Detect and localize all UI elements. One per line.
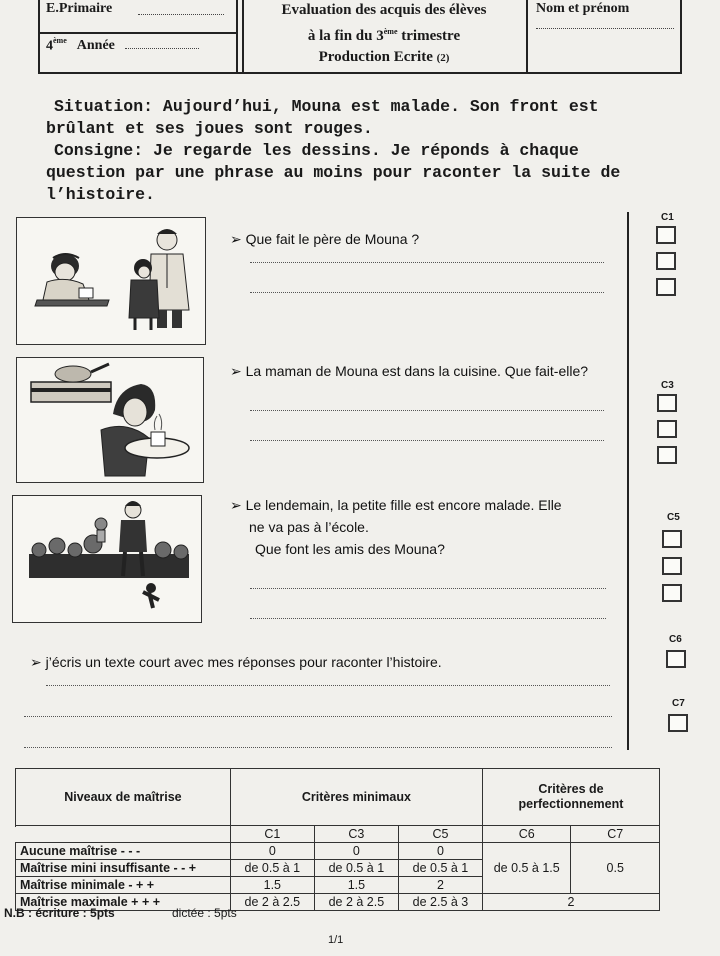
- arrow-icon: ➢: [230, 231, 242, 247]
- spacer-cell: [16, 826, 231, 843]
- question-2: [230, 363, 588, 380]
- page-number: 1/1: [328, 934, 344, 946]
- cell: de 2.5 à 3: [398, 894, 482, 911]
- row-label: Maîtrise mini insuffisante - - +: [16, 860, 231, 877]
- title-line2-b: trimestre: [397, 28, 461, 44]
- cell: 2: [398, 877, 482, 894]
- question-4-text: j’écris un texte court avec mes réponses pour raconter l’histoire.: [45, 654, 442, 670]
- criteria-c6-label: C6: [669, 634, 682, 645]
- school-row: [40, 0, 236, 34]
- criteria-c3-box-3[interactable]: [657, 446, 677, 464]
- criteria-c3-label: C3: [661, 380, 674, 391]
- name-dots[interactable]: [536, 28, 674, 29]
- cell-c7-merged: 0.5: [571, 843, 660, 894]
- answer-line-4b[interactable]: [24, 716, 612, 717]
- situation-text: Situation: Aujourd’hui, Mouna est malade. Son front est brûlant et ses joues sont rouges.: [46, 97, 599, 138]
- answer-line-1b[interactable]: [250, 292, 604, 293]
- cell-c6-merged: de 0.5 à 1.5: [482, 843, 570, 894]
- question-4: [30, 654, 442, 671]
- school-dots[interactable]: [138, 14, 224, 15]
- cell: 1.5: [314, 877, 398, 894]
- criteria-c6-box[interactable]: [666, 650, 686, 668]
- criteria-c3-box-2[interactable]: [657, 420, 677, 438]
- nb-dictee: dictée : 5pts: [172, 906, 237, 920]
- picture-mother: [16, 357, 204, 483]
- criteria-c7-label: C7: [672, 698, 685, 709]
- grading-table: [15, 768, 660, 911]
- title-line3: [244, 47, 524, 69]
- question-3: [230, 494, 562, 560]
- row-label: Maîtrise minimale - + +: [16, 877, 231, 894]
- level-row: [46, 36, 199, 54]
- answer-line-1a[interactable]: [250, 262, 604, 263]
- question-1-text: Que fait le père de Mouna ?: [245, 231, 420, 247]
- answer-line-4c[interactable]: [24, 747, 612, 748]
- criteria-c1-box-2[interactable]: [656, 252, 676, 270]
- question-3-line1: Le lendemain, la petite fille est encore malade. Elle: [245, 497, 562, 513]
- school-label: E.Primaire: [46, 1, 113, 16]
- header-box: [38, 0, 682, 74]
- arrow-icon: ➢: [230, 497, 242, 513]
- title-line2-a: à la fin du 3: [307, 28, 384, 44]
- col-c1: C1: [230, 826, 314, 843]
- cell-c67-merged: 2: [482, 894, 659, 911]
- arrow-icon: ➢: [30, 654, 42, 670]
- cell: de 2 à 2.5: [314, 894, 398, 911]
- answer-line-4a[interactable]: [46, 685, 610, 686]
- criteria-c5-box-1[interactable]: [662, 530, 682, 548]
- header-title: [244, 0, 524, 69]
- criteria-c5-label: C5: [667, 512, 680, 523]
- criteria-c1-box-3[interactable]: [656, 278, 676, 296]
- th-perf-line1: Critères de: [538, 782, 604, 796]
- father-illustration: [17, 218, 205, 344]
- answer-line-2b[interactable]: [250, 440, 604, 441]
- cell: 1.5: [230, 877, 314, 894]
- title-line3-text: Production Ecrite: [318, 49, 433, 65]
- title-line3-num: (2): [436, 52, 450, 64]
- nb-ecriture: N.B : écriture : 5pts: [4, 906, 115, 920]
- criteria-c5-box-3[interactable]: [662, 584, 682, 602]
- criteria-c1-box-1[interactable]: [656, 226, 676, 244]
- header-left-cell: [40, 0, 238, 72]
- th-niveaux: Niveaux de maîtrise: [16, 769, 231, 826]
- friends-illustration: [13, 496, 201, 622]
- title-line1: Evaluation des acquis des élèves: [281, 2, 487, 18]
- criteria-c5-box-2[interactable]: [662, 557, 682, 575]
- cell: 0: [398, 843, 482, 860]
- header-gap: [236, 0, 244, 72]
- title-line2-sup: ème: [383, 27, 398, 36]
- title-line2: [244, 21, 524, 47]
- col-c3: C3: [314, 826, 398, 843]
- question-3-line2: ne va pas à l’école.: [249, 519, 369, 535]
- criteria-c1-label: C1: [661, 212, 674, 223]
- col-c5: C5: [398, 826, 482, 843]
- cell: de 0.5 à 1: [398, 860, 482, 877]
- table-row: [16, 843, 660, 860]
- row-label: Maîtrise maximale + + +: [16, 894, 231, 911]
- picture-father: [16, 217, 206, 345]
- cell: de 0.5 à 1: [314, 860, 398, 877]
- col-c6: C6: [482, 826, 570, 843]
- col-c7: C7: [571, 826, 660, 843]
- cell: de 2 à 2.5: [230, 894, 314, 911]
- th-criteres-minimaux: Critères minimaux: [230, 769, 482, 826]
- cell: 0: [314, 843, 398, 860]
- criteria-c3-box-1[interactable]: [657, 394, 677, 412]
- cell: 0: [230, 843, 314, 860]
- th-perfectionnement: [482, 769, 659, 826]
- th-perf-line2: perfectionnement: [518, 797, 624, 811]
- level-word: Année: [76, 38, 115, 54]
- level-num: 4: [46, 38, 53, 54]
- question-3-line3: Que font les amis des Mouna?: [255, 541, 445, 557]
- level-dots[interactable]: [125, 48, 199, 49]
- level-sup: ème: [53, 36, 67, 45]
- answer-line-2a[interactable]: [250, 410, 604, 411]
- picture-friends: [12, 495, 202, 623]
- answer-line-3a[interactable]: [250, 588, 606, 589]
- answer-line-3b[interactable]: [250, 618, 606, 619]
- name-label: Nom et prénom: [536, 1, 630, 16]
- criteria-c7-box[interactable]: [668, 714, 688, 732]
- row-label: Aucune maîtrise - - -: [16, 843, 231, 860]
- header-name-cell: [526, 0, 684, 72]
- mother-illustration: [17, 358, 203, 482]
- question-1: [230, 231, 419, 248]
- consigne-text: Consigne: Je regarde les dessins. Je réponds à chaque question par une phrase au moins pour raconter la suite de l’histoire.: [46, 141, 621, 204]
- arrow-icon: ➢: [230, 363, 242, 379]
- cell: de 0.5 à 1: [230, 860, 314, 877]
- margin-line: [627, 212, 629, 750]
- situation-block: [46, 96, 666, 206]
- question-2-text: La maman de Mouna est dans la cuisine. Que fait-elle?: [245, 363, 589, 379]
